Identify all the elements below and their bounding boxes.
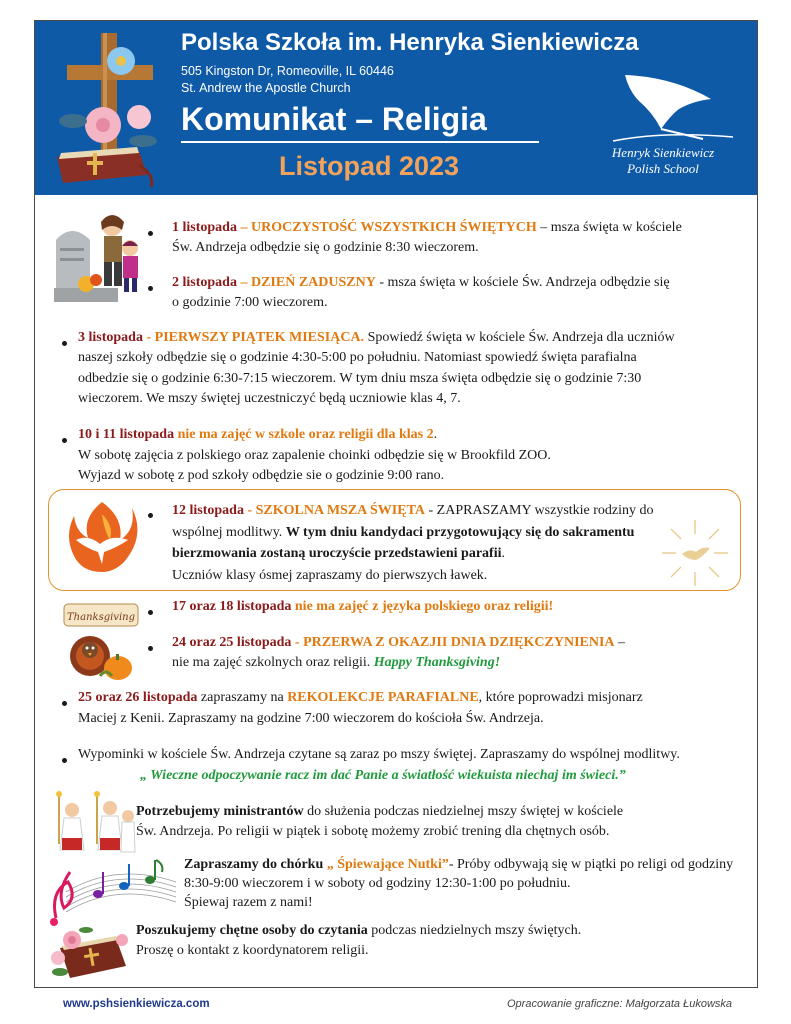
- item-3-date: 3 listopada: [78, 330, 143, 345]
- church-name: St. Andrew the Apostle Church: [181, 81, 351, 95]
- item-1-line2: Św. Andrzeja odbędzie się o godzinie 8:30 wieczorem.: [172, 240, 479, 255]
- item-6-line1: [172, 597, 553, 617]
- title-underline: [181, 141, 539, 143]
- note-1-line1: Potrzebujemy ministrantów do służenia podczas niedzielnej mszy świętej w kościele: [136, 804, 624, 819]
- cross-flowers-icon: [43, 25, 173, 191]
- website-link[interactable]: www.pshsienkiewicza.com: [63, 998, 210, 1010]
- dove-rays-icon: [660, 518, 730, 588]
- item-4-line1: 10 i 11 listopada nie ma zajęć w szkole oraz religii dla klas 2.: [78, 427, 438, 442]
- music-notes-icon: [46, 852, 178, 926]
- bullet: [62, 341, 67, 346]
- note-3-line1: Poszukujemy chętne osoby do czytania podczas niedzielnych mszy świętych.: [136, 923, 582, 938]
- item-4-line3: Wyjazd w sobotę z pod szkoły odbędzie sie o godzinie 9:00 rano.: [78, 468, 445, 483]
- item-4-line2: W sobotę zajęcia z polskiego oraz zapalenie choinki odbędzie się w Brookfild ZOO.: [78, 448, 551, 463]
- note-3-line2: Proszę o kontakt z koordynatorem religii.: [136, 943, 369, 958]
- item-1-line1: 1 listopada – UROCZYSTOŚĆ WSZYSTKICH ŚWIĘTYCH – msza święta w kościele: [172, 220, 682, 235]
- logo-text-line1: Henryk Sienkiewicz: [611, 145, 715, 160]
- school-logo: [583, 71, 743, 181]
- header-banner: [35, 21, 757, 195]
- item-7-line1: 24 oraz 25 listopada - PRZERWA Z OKAZJII DNIA DZIĘKCZYNIENIA –: [172, 635, 626, 650]
- month-heading: Listopad 2023: [279, 151, 460, 181]
- bullet: [148, 231, 153, 236]
- bullet: [148, 610, 153, 615]
- note-1-line2: Św. Andrzeja. Po religii w piątek i sobotę możemy zrobić trening dla chętnych osób.: [136, 824, 610, 839]
- bullet: [148, 286, 153, 291]
- item-3-line3: odbedzie się o godzinie 6:30-7:15 wieczorem. W tym dniu msza święta odbędzie się o godzinie 7:30: [78, 371, 642, 386]
- item-2-date: 2 listopada: [172, 275, 237, 290]
- item-1-date: 1 listopada: [172, 220, 237, 235]
- item-4-date: 10 i 11 listopada: [78, 427, 175, 442]
- prayer-quote: „ Wieczne odpoczywanie racz im dać Panie a światłość wiekuista niechaj im świeci.”: [140, 768, 626, 783]
- item-5-line1: 12 listopada - SZKOLNA MSZA ŚWIĘTA - ZAPRASZAMY wszystkie rodziny do: [172, 503, 654, 518]
- item-5-line2: wspólnej modlitwy. W tym dniu kandydaci przygotowujący się do sakramentu: [172, 525, 635, 540]
- graphic-credit: Opracowanie graficzne: Małgorzata Łukowska: [507, 998, 733, 1010]
- item-2-event: DZIEŃ ZADUSZNY: [250, 275, 376, 290]
- quill-icon: [583, 71, 743, 145]
- altar-servers-icon: [44, 790, 136, 856]
- item-3-line2: naszej szkoły odbędzie się o godzinie 4:30-5:00 po południu. Natomiast spowiedź święta parafialna: [78, 350, 637, 365]
- item-5-line3: bierzmowania zostaną uroczyście przedstawieni parafii.: [172, 546, 505, 561]
- item-5-event: SZKOLNA MSZA ŚWIĘTA: [255, 503, 425, 518]
- item-7-line2: nie ma zajęć szkolnych oraz religii. Happy Thanksgiving!: [172, 655, 501, 670]
- item-6-event: nie ma zajęć z języka polskiego oraz religii!: [291, 599, 554, 614]
- item-3-line1: 3 listopada - PIERWSZY PIĄTEK MIESIĄCA. Spowiedź święta w kościele Św. Andrzeja dla uczniów: [78, 330, 675, 345]
- item-7-event: PRZERWA Z OKAZJII DNIA DZIĘKCZYNIENIA: [303, 635, 615, 650]
- item-1-event: UROCZYSTOŚĆ WSZYSTKICH ŚWIĘTYCH: [250, 220, 537, 235]
- bullet: [148, 513, 153, 518]
- item-2-line2: o godzinie 7:00 wieczorem.: [172, 295, 328, 310]
- note-2-line2: 8:30-9:00 wieczorem i w soboty od godziny 12:30-1:00 po południu.: [184, 876, 571, 891]
- item-7-date: 24 oraz 25 listopada: [172, 635, 292, 650]
- note-2-line3: Śpiewaj razem z nami!: [184, 895, 313, 910]
- item-8-line1: 25 oraz 26 listopada zapraszamy na REKOLEKCJE PARAFIALNE, które poprowadzi misjonarz: [78, 690, 643, 705]
- school-name: Polska Szkoła im. Henryka Sienkiewicza: [181, 29, 639, 56]
- school-address: 505 Kingston Dr, Romeoville, IL 60446: [181, 64, 394, 78]
- item-3-line4: wieczorem. We mszy świętej uczestniczyć będą uczniowie klas 4, 7.: [78, 391, 461, 406]
- thanksgiving-turkey-icon: [60, 598, 142, 684]
- item-8-line2: Maciej z Kenii. Zapraszamy na godzine 7:00 wieczorem do kościoła Św. Andrzeja.: [78, 711, 544, 726]
- item-8-date: 25 oraz 26 listopada: [78, 690, 198, 705]
- thanksgiving-sign: Thanksgiving: [67, 612, 135, 623]
- note-2-line1: Zapraszamy do chórku „ Śpiewające Nutki”- Próby odbywają się w piątki po religi od godziny: [184, 857, 734, 872]
- item-5-line4: Uczniów klasy ósmej zapraszamy do pierwszych ławek.: [172, 568, 488, 583]
- bullet: [62, 758, 67, 763]
- logo-text-line2: Polish School: [627, 161, 699, 176]
- item-8-event: REKOLEKCJE PARAFIALNE: [287, 690, 479, 705]
- holy-spirit-dove-icon: [62, 500, 142, 574]
- bullet: [62, 438, 67, 443]
- happy-thanksgiving: Happy Thanksgiving!: [373, 655, 501, 670]
- item-3-event: PIERWSZY PIĄTEK MIESIĄCA.: [154, 330, 365, 345]
- item-9-line1: Wypominki w kościele Św. Andrzeja czytane są zaraz po mszy świętej. Zapraszamy do wspólnej modlitwy.: [78, 747, 680, 762]
- choir-name: „ Śpiewające Nutki”: [326, 857, 449, 872]
- item-6-date: 17 oraz 18 listopada: [172, 599, 292, 614]
- bullet: [148, 646, 153, 651]
- item-5-date: 12 listopada: [172, 503, 244, 518]
- item-2-line1: 2 listopada – DZIEŃ ZADUSZNY - msza święta w kościele Św. Andrzeja odbędzie się: [172, 275, 670, 290]
- bible-roses-icon: [50, 918, 134, 984]
- page-title: Komunikat – Religia: [181, 101, 487, 137]
- bullet: [62, 701, 67, 706]
- item-4-event: nie ma zajęć w szkole oraz religii dla klas 2: [174, 427, 434, 442]
- grave-children-icon: [46, 208, 146, 306]
